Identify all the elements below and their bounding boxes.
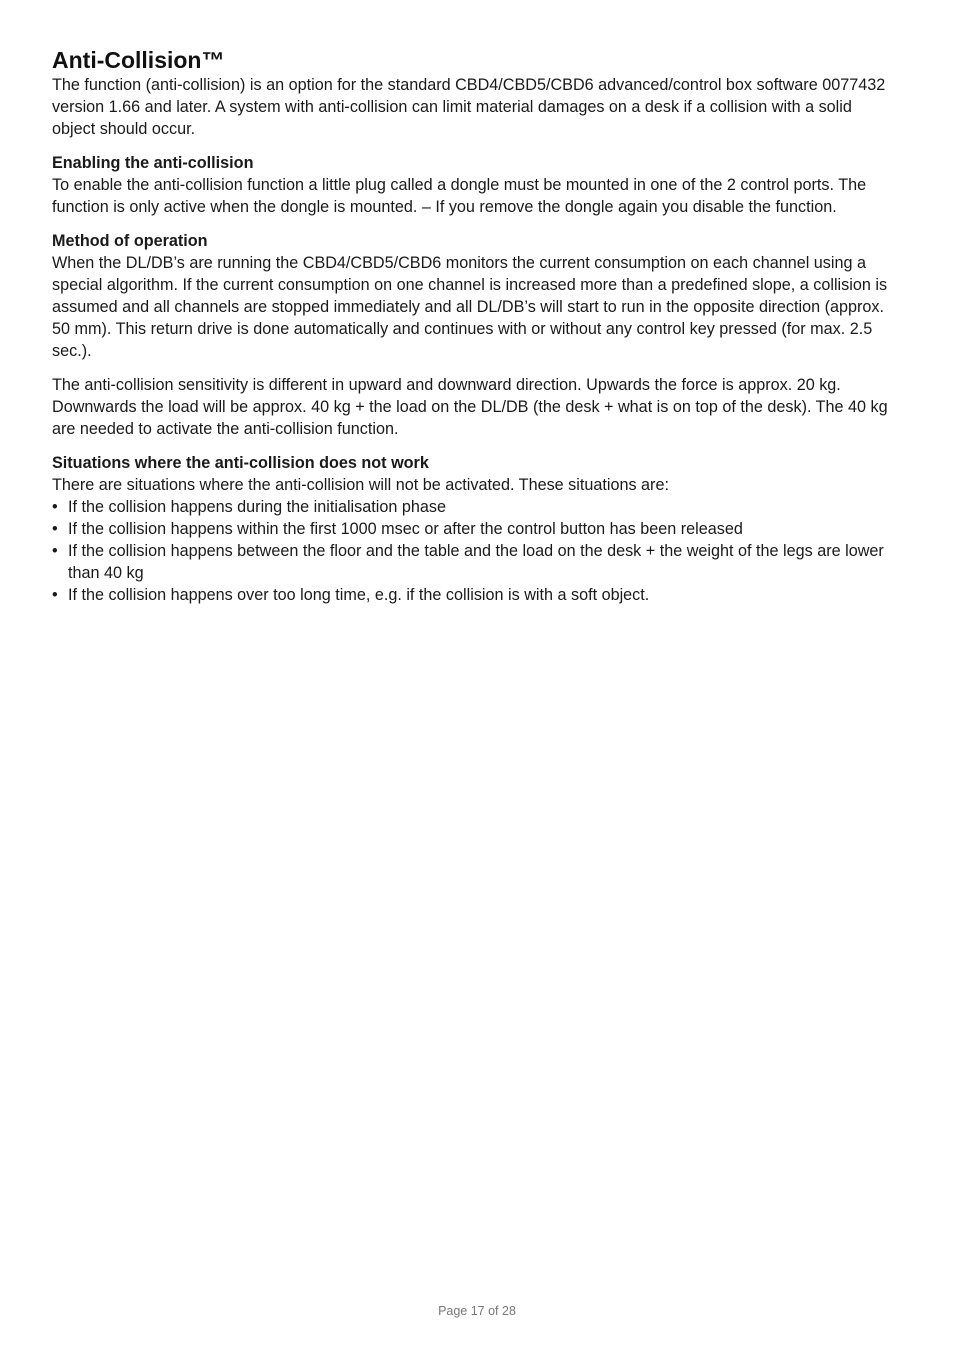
section-paragraph: When the DL/DB’s are running the CBD4/CBD5/CBD6 monitors the current consumption on each channel using a special algorithm. If the current consumption on one channel is increased more than a predefined slope, a collision is assumed and all channels are stopped immediately and all DL/DB’s will start to run in the opposite direction (approx. 50 mm). This return drive is done automatically and continues with or without any control key pressed (for max. 2.5 sec.). — [52, 254, 888, 360]
list-item — [52, 518, 897, 540]
bullet-icon: • — [52, 520, 58, 538]
section-paragraph: There are situations where the anti-collision will not be activated. These situations are: — [52, 476, 669, 494]
bullet-icon: • — [52, 498, 58, 516]
section-enabling — [52, 152, 897, 218]
intro-paragraph: The function (anti-collision) is an option for the standard CBD4/CBD5/CBD6 advanced/control box software 0077432 version 1.66 and later. A system with anti-collision can limit material damages on a desk if a collision with a solid object should occur. — [52, 76, 886, 138]
section-paragraph: The anti-collision sensitivity is different in upward and downward direction. Upwards the force is approx. 20 kg. Downwards the load will be approx. 40 kg + the load on the DL/DB (the desk + what is on top of the desk). The 40 kg are needed to activate the anti-collision function. — [52, 376, 888, 438]
section-heading: Enabling the anti-collision — [52, 154, 254, 172]
section-heading: Method of operation — [52, 232, 208, 250]
section-method — [52, 230, 897, 440]
list-item — [52, 584, 897, 606]
bullet-icon: • — [52, 542, 58, 560]
list-item-text: If the collision happens within the first 1000 msec or after the control button has been released — [68, 520, 743, 538]
section-heading: Situations where the anti-collision does not work — [52, 454, 429, 472]
bullet-icon: • — [52, 586, 58, 604]
situations-list — [52, 496, 897, 606]
section-situations — [52, 452, 897, 606]
list-item-text: If the collision happens during the initialisation phase — [68, 498, 446, 516]
document-page — [52, 46, 897, 606]
list-item — [52, 496, 897, 518]
page-title: Anti-Collision™ — [52, 47, 225, 73]
section-paragraph: To enable the anti-collision function a little plug called a dongle must be mounted in one of the 2 control ports. The function is only active when the dongle is mounted. – If you remove the dongle again you disable the function. — [52, 176, 867, 216]
page-number: Page 17 of 28 — [438, 1304, 516, 1318]
list-item-text: If the collision happens over too long time, e.g. if the collision is with a soft object. — [68, 586, 650, 604]
list-item-text: If the collision happens between the floor and the table and the load on the desk + the weight of the legs are lower than 40 kg — [68, 542, 884, 582]
list-item — [52, 540, 897, 584]
